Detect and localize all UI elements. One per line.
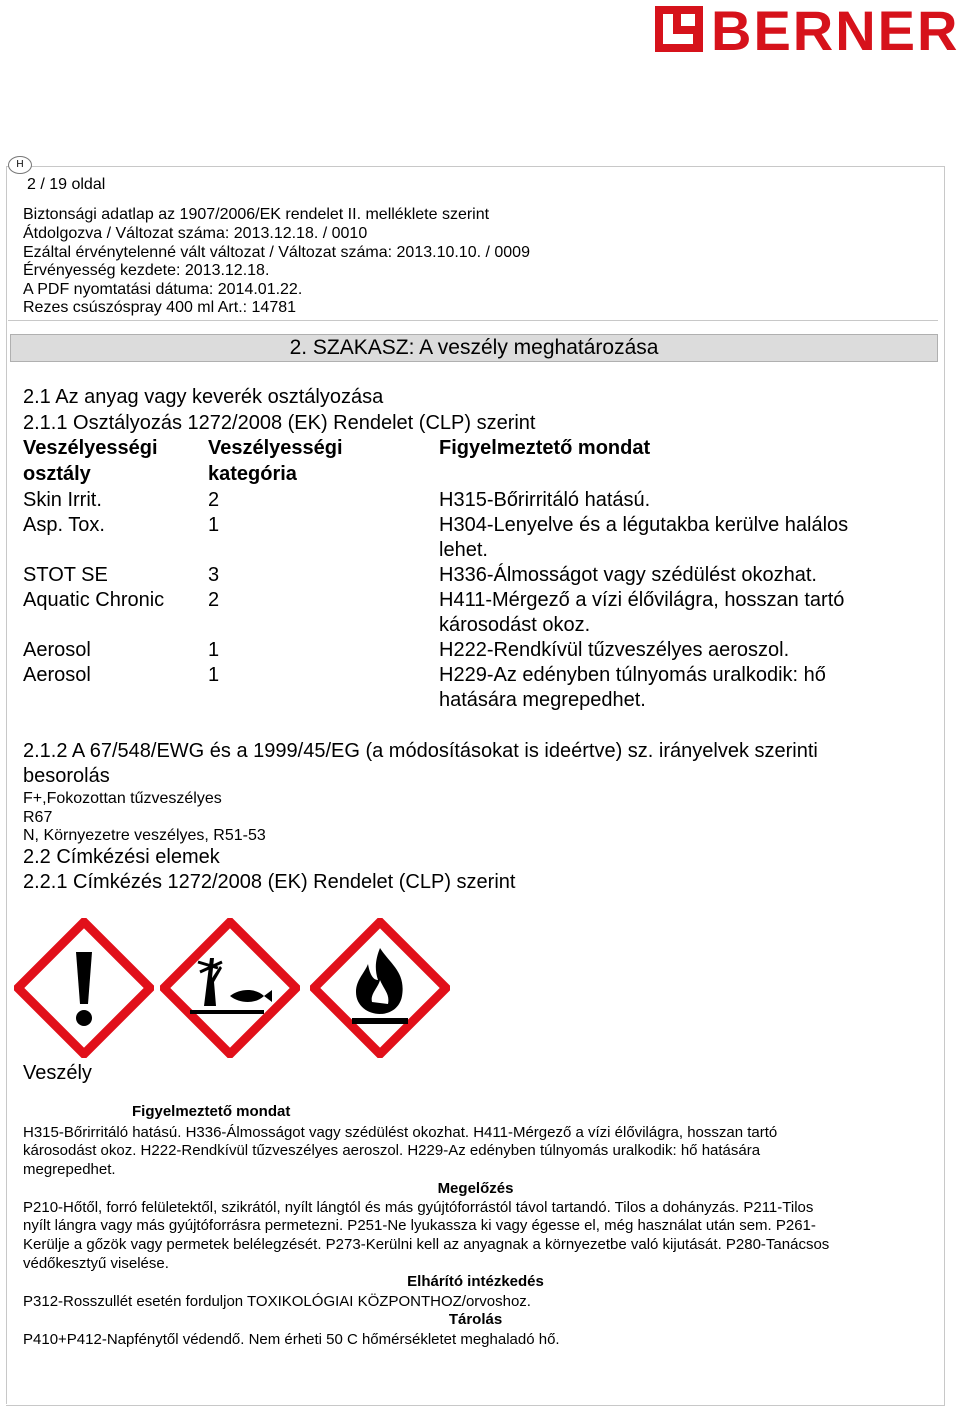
header-line: Biztonsági adatlap az 1907/2006/EK rendelet II. melléklete szerint: [23, 206, 490, 223]
row-class: Aerosol: [23, 639, 91, 661]
row-category: 2: [208, 589, 220, 611]
header-line: Érvényesség kezdete: 2013.12.18.: [23, 262, 270, 279]
prevention-heading: Megelőzés: [437, 1180, 514, 1197]
hazard-heading: Figyelmeztető mondat: [132, 1103, 291, 1120]
storage-line: P410+P412-Napfénytől védendő. Nem érheti 50 C hőmérsékletet meghaladó hő.: [23, 1331, 560, 1348]
prevention-line: Kerülje a gőzök vagy permetek belélegzését. P273-Kerülni kell az anyagnak a környezetbe való kijutását. P280-Tanácsos: [23, 1236, 830, 1253]
row-statement-cont: hatására megrepedhet.: [439, 689, 646, 711]
hazard-line: károsodást okoz. H222-Rendkívül tűzveszélyes aeroszol. H229-Az edényben túlnyomás uralkodik: hő hatására: [23, 1142, 761, 1159]
storage-heading: Tárolás: [448, 1311, 503, 1328]
row-statement: H315-Bőrirritáló hatású.: [439, 489, 651, 511]
signal-word: Veszély: [23, 1062, 92, 1084]
heading-2-1: 2.1 Az anyag vagy keverék osztályozása: [23, 386, 384, 408]
row-statement-cont: lehet.: [439, 539, 488, 561]
col-header-class-2: osztály: [23, 463, 91, 485]
berner-logo-mark: [655, 6, 703, 52]
old-class-line: R67: [23, 809, 53, 826]
response-line: P312-Rosszullét esetén forduljon TOXIKOLÓGIAI KÖZPONTHOZ/orvoshoz.: [23, 1293, 531, 1310]
section-title: 2. SZAKASZ: A veszély meghatározása: [289, 336, 659, 359]
old-class-line: N, Környezetre veszélyes, R51-53: [23, 827, 266, 844]
heading-2-1-2-cont: besorolás: [23, 765, 110, 787]
header-line: Átdolgozva / Változat száma: 2013.12.18. / 0010: [23, 225, 368, 242]
hazard-line: megrepedhet.: [23, 1161, 116, 1178]
prevention-line: P210-Hőtől, forró felületektől, szikrától, nyílt lángtól és más gyújtóforrástól távol tartandó. Tilos a dohányzás. P211-Tilos: [23, 1199, 814, 1216]
prevention-line: védőkesztyű viselése.: [23, 1255, 169, 1272]
row-class: Aerosol: [23, 664, 91, 686]
section-bar: [10, 334, 938, 362]
row-class: Aquatic Chronic: [23, 589, 165, 611]
col-header-category-2: kategória: [208, 463, 297, 485]
header-line: A PDF nyomtatási dátuma: 2014.01.22.: [23, 281, 303, 298]
row-category: 1: [208, 664, 220, 686]
row-statement: H336-Álmosságot vagy szédülést okozhat.: [439, 564, 817, 586]
col-header-statement: Figyelmeztető mondat: [439, 437, 651, 459]
prevention-line: nyílt lángra vagy más gyújtóforrásra permetezni. P251-Ne lyukassza ki vagy égesse el, még használat után sem. P261-: [23, 1217, 816, 1234]
response-heading: Elhárító intézkedés: [407, 1273, 544, 1290]
berner-logo: [655, 0, 960, 62]
flame-icon: [310, 918, 450, 1058]
header-line: Rezes csúszóspray 400 ml Art.: 14781: [23, 299, 297, 316]
divider: [8, 320, 938, 321]
heading-2-1-2: 2.1.2 A 67/548/EWG és a 1999/45/EG (a módosításokat is ideértve) sz. irányelvek szerinti: [23, 740, 818, 762]
row-statement: H411-Mérgező a vízi élővilágra, hosszan tartó: [439, 589, 845, 611]
row-class: Asp. Tox.: [23, 514, 105, 536]
brand-name: BERNER: [711, 0, 960, 62]
hazard-line: H315-Bőrirritáló hatású. H336-Álmosságot vagy szédülést okozhat. H411-Mérgező a vízi élővilágra, hosszan tartó: [23, 1124, 778, 1141]
col-header-category: Veszélyességi: [208, 437, 343, 459]
col-header-class: Veszélyességi: [23, 437, 158, 459]
row-class: Skin Irrit.: [23, 489, 102, 511]
heading-2-1-1: 2.1.1 Osztályozás 1272/2008 (EK) Rendelet (CLP) szerint: [23, 412, 536, 434]
page-number: 2 / 19 oldal: [27, 176, 106, 193]
heading-2-2: 2.2 Címkézési elemek: [23, 846, 220, 868]
row-statement: H304-Lenyelve és a légutakba kerülve halálos: [439, 514, 849, 536]
old-class-line: F+,Fokozottan tűzveszélyes: [23, 790, 222, 807]
row-class: STOT SE: [23, 564, 108, 586]
row-statement-cont: károsodást okoz.: [439, 614, 591, 636]
row-statement: H222-Rendkívül tűzveszélyes aeroszol.: [439, 639, 790, 661]
heading-2-2-1: 2.2.1 Címkézés 1272/2008 (EK) Rendelet (CLP) szerint: [23, 871, 516, 893]
row-category: 3: [208, 564, 220, 586]
environment-icon: [160, 918, 300, 1058]
language-badge: H: [8, 156, 32, 174]
row-statement: H229-Az edényben túlnyomás uralkodik: hő: [439, 664, 826, 686]
row-category: 1: [208, 639, 220, 661]
header-line: Ezáltal érvénytelenné vált változat / Változat száma: 2013.10.10. / 0009: [23, 244, 530, 261]
row-category: 2: [208, 489, 220, 511]
row-category: 1: [208, 514, 220, 536]
exclamation-mark-icon: [14, 918, 154, 1058]
